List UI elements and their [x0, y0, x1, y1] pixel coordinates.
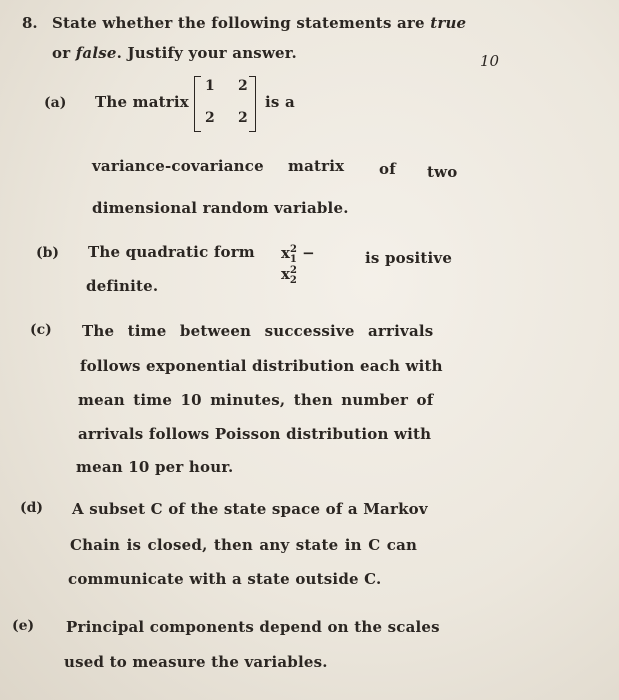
part-a-word: of: [379, 160, 396, 178]
part-b-label: (b): [36, 245, 60, 261]
quadratic-form: $x^2_1 - x^2_2$: [281, 244, 315, 286]
part-a-prefix: The matrix: [95, 93, 189, 111]
part-a-line3: dimensional random variable.: [92, 199, 349, 217]
part-a-label: (a): [44, 95, 67, 111]
matrix-cell: 2: [238, 78, 248, 94]
part-b-line2: definite.: [86, 277, 159, 295]
part-d-line: Chain is closed, then any state in C can: [70, 536, 418, 554]
matrix-left-bracket: [194, 76, 201, 132]
intro-justify: . Justify your answer.: [116, 44, 297, 62]
question-intro-line1: [52, 14, 466, 32]
matrix-right-bracket: [249, 76, 256, 132]
question-intro-line2: [52, 44, 297, 62]
part-c-line: mean 10 per hour.: [76, 458, 234, 476]
part-c-label: (c): [30, 322, 52, 338]
part-d-label: (d): [20, 500, 44, 516]
part-d-line: communicate with a state outside C.: [68, 570, 382, 588]
matrix-cell: 2: [205, 110, 215, 126]
intro-true: true: [430, 14, 467, 32]
part-e-line: used to measure the variables.: [64, 653, 328, 671]
part-c-line: arrivals follows Poisson distribution with: [78, 425, 432, 443]
matrix-cell: 1: [205, 78, 215, 94]
question-number: 8.: [22, 14, 38, 32]
intro-or: or: [52, 44, 71, 62]
part-c-line: The time between successive arrivals: [82, 322, 434, 340]
matrix-cell: 2: [238, 110, 248, 126]
part-a-suffix: is a: [265, 93, 295, 111]
part-c-line: mean time 10 minutes, then number of: [78, 391, 434, 409]
intro-text: State whether the following statements are: [52, 14, 425, 32]
part-e-label: (e): [12, 618, 35, 634]
part-b-suffix: is positive: [365, 249, 453, 267]
intro-false: false: [75, 44, 117, 62]
part-d-line: A subset C of the state space of a Markov: [72, 500, 428, 518]
part-b-prefix: The quadratic form: [88, 243, 255, 261]
part-e-line: Principal components depend on the scales: [66, 618, 440, 636]
part-c-line: follows exponential distribution each with: [80, 357, 443, 375]
part-a-word: two: [427, 163, 458, 181]
part-a-word: matrix: [288, 157, 345, 175]
part-a-word: variance-covariance: [92, 157, 264, 175]
question-marks: 10: [480, 52, 500, 70]
matrix: [194, 76, 256, 132]
